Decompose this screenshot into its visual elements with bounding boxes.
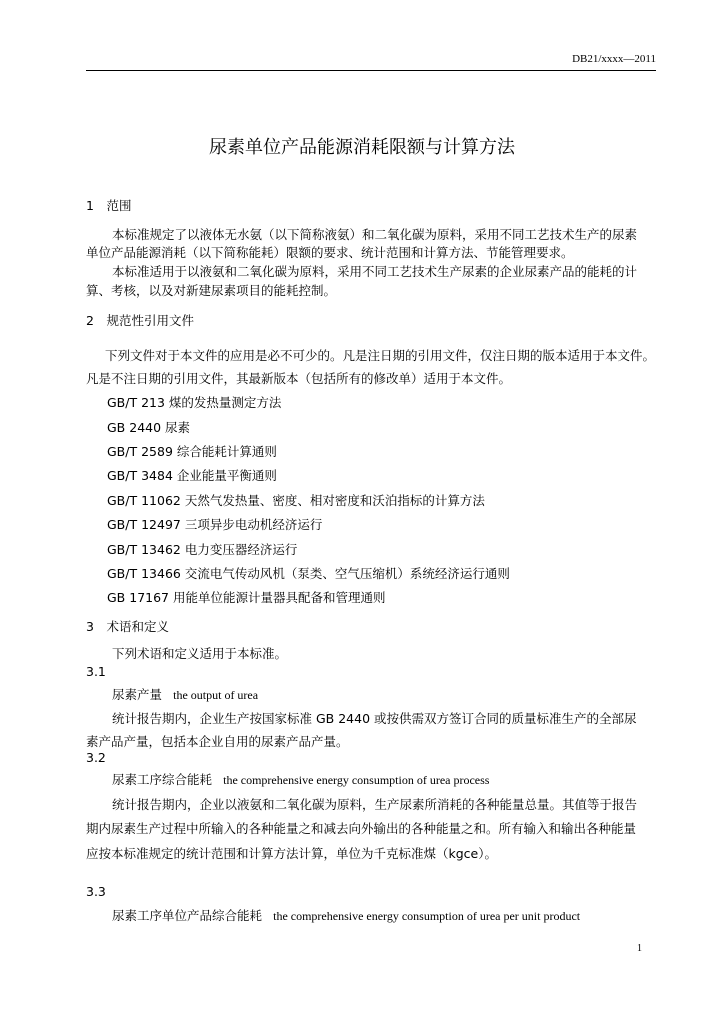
section-1-para-1-line-1: 本标准规定了以液体无水氨（以下简称液氨）和二氧化碳为原料，采用不同工艺技术生产的尿素 [112,227,638,242]
term-3-1-number: 3.1 [86,664,106,679]
term-3-1-english: the output of urea [173,688,259,702]
term-3-2-english: the comprehensive energy consumption of urea process [223,773,490,787]
reference-item: GB/T 13462 电力变压器经济运行 [107,542,298,557]
term-3-1-term: 尿素产量 [112,687,163,702]
reference-item: GB 17167 用能单位能源计量器具配备和管理通则 [107,590,386,605]
reference-item: GB/T 12497 三项异步电动机经济运行 [107,517,323,532]
header-rule [86,70,656,71]
section-2-para-line-1: 下列文件对于本文件的应用是必不可少的。凡是注日期的引用文件，仅注日期的版本适用于本文件。 [105,348,656,363]
reference-item: GB/T 2589 综合能耗计算通则 [107,444,277,459]
term-3-2-def-line-3: 应按本标准规定的统计范围和计算方法计算，单位为千克标准煤（kgce）。 [86,846,497,861]
term-3-1-title [112,684,258,703]
term-3-2-title [112,769,489,788]
section-2-para-line-2: 凡是不注日期的引用文件，其最新版本（包括所有的修改单）适用于本文件。 [86,371,512,386]
section-2-heading: 2 规范性引用文件 [86,313,194,328]
section-1-heading: 1 范围 [86,198,132,213]
term-3-2-def-line-1: 统计报告期内，企业以液氨和二氧化碳为原料，生产尿素所消耗的各种能量总量。其值等于报告 [112,797,638,812]
term-3-2-def-line-2: 期内尿素生产过程中所输入的各种能量之和减去向外输出的各种能量之和。所有输入和输出各种能量 [86,821,637,836]
reference-item: GB/T 213 煤的发热量测定方法 [107,395,282,410]
section-3-heading: 3 术语和定义 [86,619,169,634]
term-3-1-def-line-1: 统计报告期内，企业生产按国家标准 GB 2440 或按供需双方签订合同的质量标准生产的全部尿 [112,711,637,726]
section-1-para-2-line-2: 算、考核，以及对新建尿素项目的能耗控制。 [86,283,337,298]
term-3-3-term: 尿素工序单位产品综合能耗 [112,908,263,923]
term-3-2-term: 尿素工序综合能耗 [112,772,213,787]
term-3-3-title [112,905,580,924]
standard-code: DB21/xxxx—2011 [572,53,656,65]
term-3-3-english: the comprehensive energy consumption of urea per unit product [273,909,581,923]
section-1-para-2-line-1: 本标准适用于以液氨和二氧化碳为原料，采用不同工艺技术生产尿素的企业尿素产品的能耗的计 [112,264,638,279]
page-number: 1 [637,943,642,954]
reference-item: GB/T 13466 交流电气传动风机（泵类、空气压缩机）系统经济运行通则 [107,566,510,581]
term-3-1-def-line-2: 素产品产量，包括本企业自用的尿素产品产量。 [86,734,349,749]
term-3-2-number: 3.2 [86,750,106,765]
reference-item: GB/T 3484 企业能量平衡通则 [107,468,277,483]
section-3-intro: 下列术语和定义适用于本标准。 [112,646,288,661]
term-3-3-number: 3.3 [86,884,106,899]
document-title: 尿素单位产品能源消耗限额与计算方法 [209,137,515,158]
reference-item: GB 2440 尿素 [107,420,191,435]
section-1-para-1-line-2: 单位产品能源消耗（以下简称能耗）限额的要求、统计范围和计算方法、节能管理要求。 [86,245,574,260]
reference-item: GB/T 11062 天然气发热量、密度、相对密度和沃泊指标的计算方法 [107,493,485,508]
